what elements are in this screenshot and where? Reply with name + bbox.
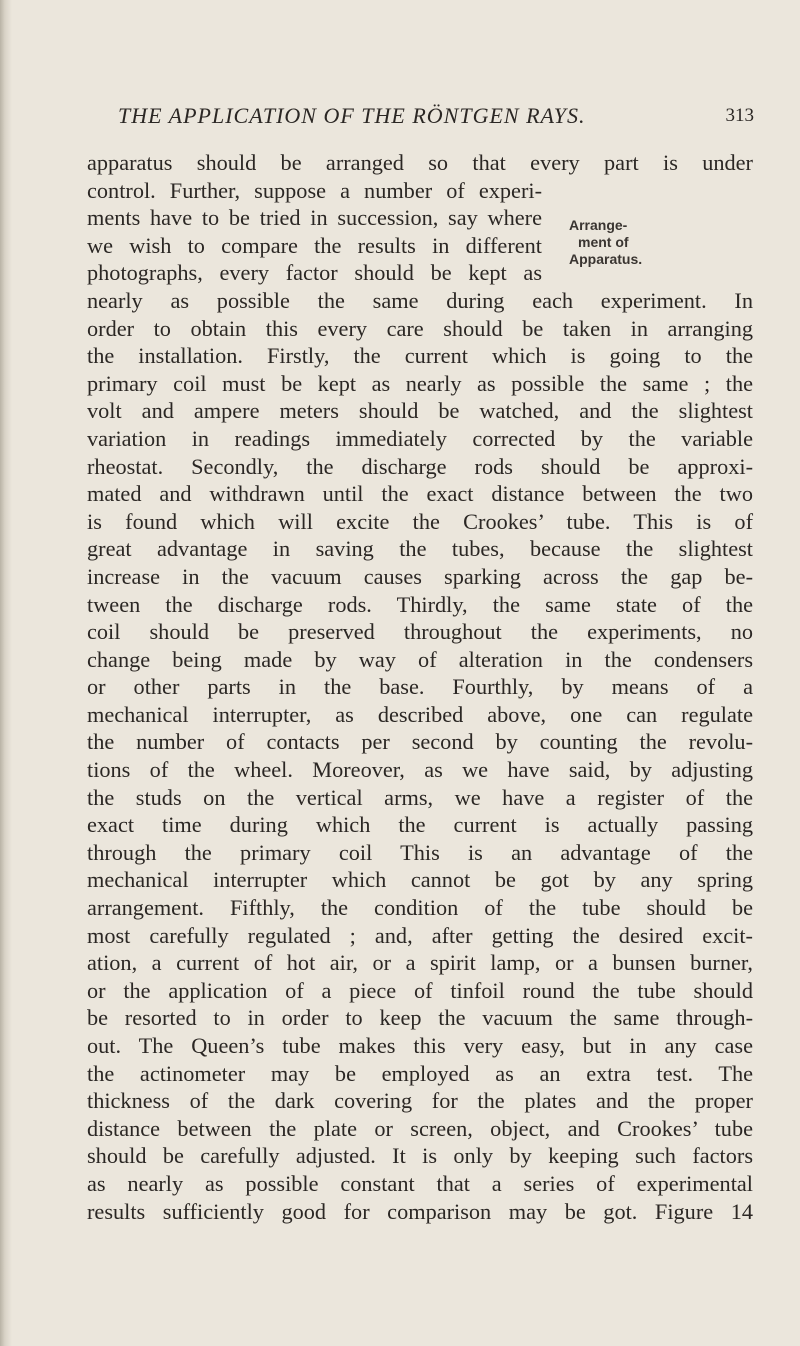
text-line: mechanical interrupter which cannot be got by any spring — [87, 867, 753, 893]
text-line: exact time during which the current is actually passing — [87, 812, 753, 838]
text-line: volt and ampere meters should be watched, and the slightest — [87, 398, 753, 424]
text-line: or other parts in the base. Fourthly, by means of a — [87, 674, 753, 700]
text-line: ation, a current of hot air, or a spirit lamp, or a bunsen burner, — [87, 950, 753, 976]
text-line: thickness of the dark covering for the plates and the proper — [87, 1088, 753, 1114]
text-line: rheostat. Secondly, the discharge rods should be approxi- — [87, 453, 753, 479]
text-line: we wish to compare the results in different — [87, 232, 542, 258]
text-line: mechanical interrupter, as described above, one can regulate — [87, 701, 753, 727]
margin-note-line: ment of — [578, 234, 629, 250]
text-line: coil should be preserved throughout the experiments, no — [87, 619, 753, 645]
text-line: be resorted to in order to keep the vacuum the same through- — [87, 1005, 753, 1031]
text-line: results sufficiently good for comparison may be got. Figure 14 — [87, 1198, 753, 1224]
text-line: the installation. Firstly, the current which is going to the — [87, 343, 753, 369]
text-line: nearly as possible the same during each experiment. In — [87, 287, 753, 313]
running-header — [118, 103, 754, 135]
text-line: arrangement. Fifthly, the condition of the tube should be — [87, 895, 753, 921]
text-line: out. The Queen’s tube makes this very easy, but in any case — [87, 1033, 753, 1058]
text-line: photographs, every factor should be kept as — [87, 260, 542, 286]
margin-note-line: Arrange- — [569, 217, 628, 233]
text-line: the number of contacts per second by counting the revolu- — [87, 729, 753, 755]
text-line: apparatus should be arranged so that every part is under — [87, 150, 753, 175]
text-line: increase in the vacuum causes sparking across the gap be- — [87, 563, 753, 589]
text-line: mated and withdrawn until the exact distance between the two — [87, 481, 753, 507]
text-line: most carefully regulated ; and, after getting the desired excit- — [87, 922, 753, 948]
page-number: 313 — [725, 105, 754, 126]
text-line: great advantage in saving the tubes, because the slightest — [87, 536, 753, 562]
text-line: or the application of a piece of tinfoil round the tube should — [87, 977, 753, 1003]
text-line: the actinometer may be employed as an extra test. The — [87, 1060, 753, 1086]
text-line: ments have to be tried in succession, say where — [87, 205, 542, 231]
running-title: THE APPLICATION OF THE RÖNTGEN RAYS. — [118, 103, 586, 128]
text-line: order to obtain this every care should be taken in arranging — [87, 315, 753, 341]
text-line: should be carefully adjusted. It is only by keeping such factors — [87, 1143, 753, 1169]
text-line: primary coil must be kept as nearly as possible the same ; the — [87, 370, 753, 396]
text-line: the studs on the vertical arms, we have a register of the — [87, 784, 753, 810]
margin-note-line: Apparatus. — [569, 251, 643, 267]
text-line: tween the discharge rods. Thirdly, the same state of the — [87, 591, 753, 617]
text-line: distance between the plate or screen, object, and Crookes’ tube — [87, 1115, 753, 1141]
text-line: variation in readings immediately corrected by the variable — [87, 425, 753, 451]
text-line: control. Further, suppose a number of experi- — [87, 177, 542, 203]
body-text — [87, 149, 787, 1225]
page-edge-shadow — [0, 0, 12, 1346]
text-line: through the primary coil This is an advantage of the — [87, 839, 753, 865]
text-line: is found which will excite the Crookes’ tube. This is of — [87, 508, 753, 534]
text-line: tions of the wheel. Moreover, as we have said, by adjusting — [87, 757, 753, 783]
text-line: as nearly as possible constant that a series of experimental — [87, 1170, 753, 1196]
text-line: change being made by way of alteration in the condensers — [87, 646, 753, 672]
